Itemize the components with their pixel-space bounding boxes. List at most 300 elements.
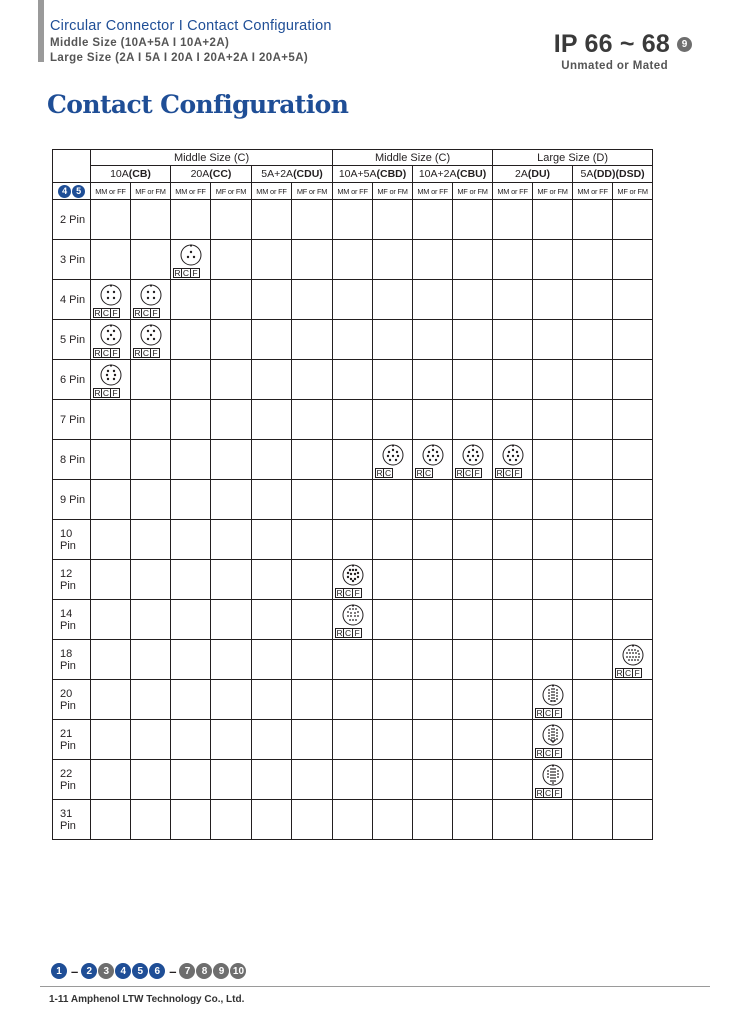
- config-cell: [493, 720, 533, 760]
- connector-5pin-icon: [140, 324, 162, 346]
- series-code: (DD)(DSD): [593, 168, 645, 180]
- config-cell: [91, 400, 131, 440]
- chapter-nav-badge[interactable]: 10: [230, 963, 246, 979]
- chapter-nav-badge[interactable]: 8: [196, 963, 212, 979]
- availability-code: C: [142, 347, 150, 358]
- contact-configuration-table: [52, 149, 653, 840]
- sidebar-accent-bar: [38, 0, 44, 62]
- mating-label: MM or FF: [413, 183, 453, 200]
- config-cell: [131, 560, 171, 600]
- availability-codes: [173, 268, 200, 278]
- chapter-nav-badge[interactable]: 1: [51, 963, 67, 979]
- config-cell: [413, 240, 453, 280]
- config-cell: [333, 240, 373, 280]
- config-cell: [373, 360, 413, 400]
- connector-5pin-icon: [100, 324, 122, 346]
- config-cell: [373, 800, 413, 840]
- series-code: (CDU): [293, 168, 323, 180]
- config-cell: [533, 240, 573, 280]
- pin-count-label: 22 Pin: [53, 760, 91, 800]
- config-cell: [211, 240, 252, 280]
- config-cell: [333, 320, 373, 360]
- availability-code: R: [376, 467, 383, 478]
- config-cell: [533, 320, 573, 360]
- config-cell: [131, 600, 171, 640]
- chapter-nav-badge[interactable]: 3: [98, 963, 114, 979]
- availability-code: C: [102, 347, 110, 358]
- availability-code: F: [111, 388, 120, 398]
- chapter-nav-badge[interactable]: 5: [132, 963, 148, 979]
- config-cell: [493, 320, 533, 360]
- availability-code: C: [102, 387, 110, 398]
- availability-code: F: [353, 628, 362, 638]
- config-cell: [252, 400, 292, 440]
- config-cell: [493, 200, 533, 240]
- config-cell: [171, 760, 211, 800]
- config-cell: [91, 360, 131, 400]
- config-cell: [533, 200, 573, 240]
- config-cell: [533, 280, 573, 320]
- pin-count-label: 10 Pin: [53, 520, 91, 560]
- config-cell: [333, 720, 373, 760]
- config-cell: [333, 360, 373, 400]
- availability-codes: [335, 628, 362, 638]
- config-cell: [333, 640, 373, 680]
- pin-row: [53, 400, 653, 440]
- config-cell: [573, 240, 613, 280]
- config-cell: [413, 320, 453, 360]
- mating-label: MF or FM: [292, 183, 333, 200]
- config-cell: [91, 520, 131, 560]
- config-cell: [171, 520, 211, 560]
- config-cell: [493, 560, 533, 600]
- config-cell: [252, 560, 292, 600]
- config-cell: [573, 440, 613, 480]
- config-cell: [252, 720, 292, 760]
- header-subtitle-large: Large Size (2A I 5A I 20A I 20A+2A I 20A+5A): [50, 52, 309, 64]
- config-cell: [613, 280, 653, 320]
- config-cell: [333, 680, 373, 720]
- mating-label: MF or FM: [373, 183, 413, 200]
- connector-4pin-icon: [100, 284, 122, 306]
- config-cell: [91, 440, 131, 480]
- chapter-nav-badge[interactable]: 6: [149, 963, 165, 979]
- config-cell: [131, 400, 171, 440]
- chapter-nav-badge[interactable]: 2: [81, 963, 97, 979]
- config-cell: [171, 360, 211, 400]
- badge-cell: [53, 183, 91, 200]
- series-header: [333, 166, 413, 183]
- availability-codes: [93, 308, 120, 318]
- config-cell: [573, 800, 613, 840]
- availability-codes: [415, 468, 433, 478]
- mating-label: MF or FM: [533, 183, 573, 200]
- config-cell: [91, 640, 131, 680]
- series-header: [413, 166, 493, 183]
- availability-codes: [535, 748, 562, 758]
- corner-cell: [53, 150, 91, 183]
- pin-count-label: 18 Pin: [53, 640, 91, 680]
- connector-8pin-icon: [382, 444, 404, 466]
- config-cell: [413, 680, 453, 720]
- pin-count-label: 7 Pin: [53, 400, 91, 440]
- config-cell: [91, 480, 131, 520]
- config-cell: [171, 440, 211, 480]
- availability-code: F: [353, 588, 362, 598]
- config-cell: [453, 480, 493, 520]
- config-cell: [613, 520, 653, 560]
- config-cell: [292, 400, 333, 440]
- config-cell: [453, 200, 493, 240]
- config-cell: [292, 680, 333, 720]
- config-cell: [171, 200, 211, 240]
- config-cell: [373, 640, 413, 680]
- config-cell: [453, 240, 493, 280]
- series-rating: 5A+2A: [261, 168, 294, 180]
- config-cell: [211, 280, 252, 320]
- availability-codes: [335, 588, 362, 598]
- config-cell: [453, 600, 493, 640]
- config-cell: [131, 640, 171, 680]
- config-cell: [171, 320, 211, 360]
- config-cell: [373, 440, 413, 480]
- config-cell: [131, 720, 171, 760]
- connector-8pin-icon: [502, 444, 524, 466]
- pin-count-label: 4 Pin: [53, 280, 91, 320]
- config-cell: [573, 680, 613, 720]
- series-header: [91, 166, 171, 183]
- config-cell: [252, 360, 292, 400]
- config-cell: [413, 720, 453, 760]
- config-cell: [171, 560, 211, 600]
- mating-label: MM or FF: [171, 183, 211, 200]
- config-cell: [533, 400, 573, 440]
- config-cell: [252, 320, 292, 360]
- config-cell: [573, 280, 613, 320]
- config-cell: [292, 240, 333, 280]
- config-cell: [131, 360, 171, 400]
- config-cell: [333, 600, 373, 640]
- config-cell: [413, 640, 453, 680]
- pin-row: [53, 760, 653, 800]
- pin-count-label: 5 Pin: [53, 320, 91, 360]
- config-cell: [171, 640, 211, 680]
- page-number: 1-11: [49, 994, 69, 1005]
- config-cell: [252, 480, 292, 520]
- mating-label: MM or FF: [252, 183, 292, 200]
- series-header: [252, 166, 333, 183]
- header-title: Circular Connector I Contact Configuration: [50, 18, 332, 34]
- availability-code: C: [182, 267, 190, 278]
- section-title: Contact Configuration: [47, 90, 349, 119]
- ip-state: Unmated or Mated: [561, 60, 668, 72]
- availability-codes: [535, 708, 562, 718]
- availability-code: R: [336, 587, 343, 598]
- chapter-nav-badge[interactable]: 4: [115, 963, 131, 979]
- config-cell: [373, 760, 413, 800]
- chapter-navigation: [51, 963, 247, 979]
- config-cell: [292, 480, 333, 520]
- config-cell: [252, 280, 292, 320]
- series-code: (CB): [128, 168, 151, 180]
- availability-code: F: [111, 348, 120, 358]
- config-cell: [453, 640, 493, 680]
- config-cell: [613, 400, 653, 440]
- availability-code: C: [464, 467, 472, 478]
- config-cell: [453, 720, 493, 760]
- pin-count-label: 12 Pin: [53, 560, 91, 600]
- series-header: [493, 166, 573, 183]
- availability-code: R: [416, 467, 423, 478]
- series-rating: 10A: [110, 168, 129, 180]
- config-cell: [533, 720, 573, 760]
- config-cell: [131, 320, 171, 360]
- config-cell: [131, 200, 171, 240]
- connector-21pin-icon: [542, 724, 564, 746]
- ip-rating: [554, 30, 692, 59]
- availability-code: R: [174, 267, 181, 278]
- availability-code: R: [536, 747, 543, 758]
- config-cell: [613, 440, 653, 480]
- config-cell: [171, 280, 211, 320]
- config-cell: [373, 200, 413, 240]
- availability-code: R: [94, 307, 101, 318]
- config-cell: [413, 360, 453, 400]
- config-cell: [292, 760, 333, 800]
- pin-count-label: 14 Pin: [53, 600, 91, 640]
- config-cell: [211, 600, 252, 640]
- config-cell: [453, 440, 493, 480]
- config-cell: [252, 200, 292, 240]
- config-cell: [211, 480, 252, 520]
- series-header: [573, 166, 653, 183]
- config-cell: [493, 440, 533, 480]
- config-cell: [373, 720, 413, 760]
- config-cell: [292, 520, 333, 560]
- availability-codes: [615, 668, 642, 678]
- config-cell: [373, 560, 413, 600]
- availability-code: C: [344, 587, 352, 598]
- config-cell: [333, 560, 373, 600]
- connector-6pin-icon: [100, 364, 122, 386]
- config-cell: [613, 720, 653, 760]
- config-cell: [573, 640, 613, 680]
- pin-count-label: 6 Pin: [53, 360, 91, 400]
- nav-separator: –: [71, 963, 79, 979]
- config-cell: [533, 680, 573, 720]
- pin-row: [53, 440, 653, 480]
- connector-14pin-icon: [342, 604, 364, 626]
- pin-row: [53, 640, 653, 680]
- config-cell: [613, 600, 653, 640]
- availability-code: C: [544, 787, 552, 798]
- config-cell: [493, 360, 533, 400]
- availability-codes: [93, 348, 120, 358]
- pin-row: [53, 720, 653, 760]
- footer-text: [49, 994, 244, 1005]
- config-cell: [211, 560, 252, 600]
- config-cell: [292, 560, 333, 600]
- config-cell: [413, 600, 453, 640]
- config-cell: [573, 400, 613, 440]
- pin-count-label: 8 Pin: [53, 440, 91, 480]
- pin-row: [53, 480, 653, 520]
- group-header: Large Size (D): [493, 150, 653, 166]
- series-rating: 10A+2A: [418, 168, 457, 180]
- config-cell: [91, 800, 131, 840]
- config-cell: [613, 560, 653, 600]
- footer-divider: [40, 986, 710, 987]
- availability-code: R: [536, 787, 543, 798]
- config-cell: [613, 760, 653, 800]
- config-cell: [91, 680, 131, 720]
- config-cell: [413, 400, 453, 440]
- config-cell: [333, 280, 373, 320]
- config-cell: [211, 400, 252, 440]
- availability-code: F: [151, 308, 160, 318]
- config-cell: [292, 200, 333, 240]
- config-cell: [573, 560, 613, 600]
- config-cell: [171, 600, 211, 640]
- availability-code: F: [553, 748, 562, 758]
- config-cell: [493, 280, 533, 320]
- availability-code: F: [553, 788, 562, 798]
- config-cell: [493, 640, 533, 680]
- config-cell: [292, 800, 333, 840]
- config-cell: [533, 640, 573, 680]
- config-cell: [613, 240, 653, 280]
- config-cell: [613, 800, 653, 840]
- pin-row: [53, 280, 653, 320]
- config-cell: [453, 520, 493, 560]
- availability-code: R: [94, 347, 101, 358]
- config-cell: [493, 520, 533, 560]
- config-cell: [211, 440, 252, 480]
- availability-code: R: [336, 627, 343, 638]
- availability-code: R: [134, 347, 141, 358]
- config-cell: [573, 320, 613, 360]
- config-cell: [573, 760, 613, 800]
- config-cell: [573, 520, 613, 560]
- chapter-badge: 9: [677, 37, 692, 52]
- config-cell: [333, 480, 373, 520]
- config-cell: [292, 440, 333, 480]
- config-cell: [171, 240, 211, 280]
- availability-code: F: [633, 668, 642, 678]
- config-cell: [533, 440, 573, 480]
- config-cell: [131, 760, 171, 800]
- ip-rating-text: IP 66 ~ 68: [553, 30, 670, 58]
- availability-code: C: [384, 467, 392, 478]
- config-cell: [453, 760, 493, 800]
- config-cell: [211, 360, 252, 400]
- config-cell: [171, 480, 211, 520]
- config-cell: [533, 760, 573, 800]
- group-header: Middle Size (C): [91, 150, 333, 166]
- config-cell: [613, 640, 653, 680]
- pin-row: [53, 200, 653, 240]
- connector-20pin-icon: [542, 684, 564, 706]
- pin-count-label: 20 Pin: [53, 680, 91, 720]
- config-cell: [533, 480, 573, 520]
- availability-code: R: [616, 667, 623, 678]
- config-cell: [493, 600, 533, 640]
- mating-label: MF or FM: [211, 183, 252, 200]
- config-cell: [453, 400, 493, 440]
- config-cell: [252, 640, 292, 680]
- availability-code: C: [544, 747, 552, 758]
- config-cell: [131, 440, 171, 480]
- availability-code: F: [191, 268, 200, 278]
- connector-8pin-icon: [462, 444, 484, 466]
- config-cell: [373, 240, 413, 280]
- config-cell: [211, 520, 252, 560]
- config-cell: [533, 360, 573, 400]
- pin-count-label: 9 Pin: [53, 480, 91, 520]
- config-cell: [171, 800, 211, 840]
- config-cell: [413, 800, 453, 840]
- pin-row: [53, 600, 653, 640]
- availability-code: C: [504, 467, 512, 478]
- availability-code: F: [513, 468, 522, 478]
- config-cell: [413, 760, 453, 800]
- connector-8pin-icon: [422, 444, 444, 466]
- availability-code: C: [544, 707, 552, 718]
- availability-code: F: [151, 348, 160, 358]
- config-cell: [333, 760, 373, 800]
- config-cell: [493, 680, 533, 720]
- config-cell: [613, 680, 653, 720]
- config-cell: [91, 760, 131, 800]
- config-cell: [171, 680, 211, 720]
- availability-codes: [133, 348, 160, 358]
- availability-code: R: [496, 467, 503, 478]
- config-cell: [493, 760, 533, 800]
- availability-code: F: [473, 468, 482, 478]
- config-cell: [333, 200, 373, 240]
- config-cell: [252, 600, 292, 640]
- config-cell: [131, 480, 171, 520]
- availability-code: C: [424, 467, 432, 478]
- pin-count-label: 21 Pin: [53, 720, 91, 760]
- mating-label: MF or FM: [131, 183, 171, 200]
- config-cell: [453, 320, 493, 360]
- availability-code: R: [94, 387, 101, 398]
- config-cell: [211, 800, 252, 840]
- series-code: (CBD): [376, 168, 407, 180]
- config-cell: [211, 640, 252, 680]
- pin-row: [53, 560, 653, 600]
- pin-row: [53, 800, 653, 840]
- chapter-nav-badge[interactable]: 9: [213, 963, 229, 979]
- config-cell: [373, 400, 413, 440]
- availability-code: R: [134, 307, 141, 318]
- config-cell: [493, 480, 533, 520]
- chapter-nav-badge[interactable]: 7: [179, 963, 195, 979]
- pin-row: [53, 240, 653, 280]
- config-cell: [211, 720, 252, 760]
- config-cell: [211, 320, 252, 360]
- config-cell: [613, 320, 653, 360]
- header-subtitle-middle: Middle Size (10A+5A I 10A+2A): [50, 37, 230, 49]
- config-cell: [413, 560, 453, 600]
- config-cell: [613, 360, 653, 400]
- config-cell: [211, 680, 252, 720]
- config-cell: [91, 280, 131, 320]
- nav-separator: –: [169, 963, 177, 979]
- availability-code: C: [142, 307, 150, 318]
- config-cell: [292, 320, 333, 360]
